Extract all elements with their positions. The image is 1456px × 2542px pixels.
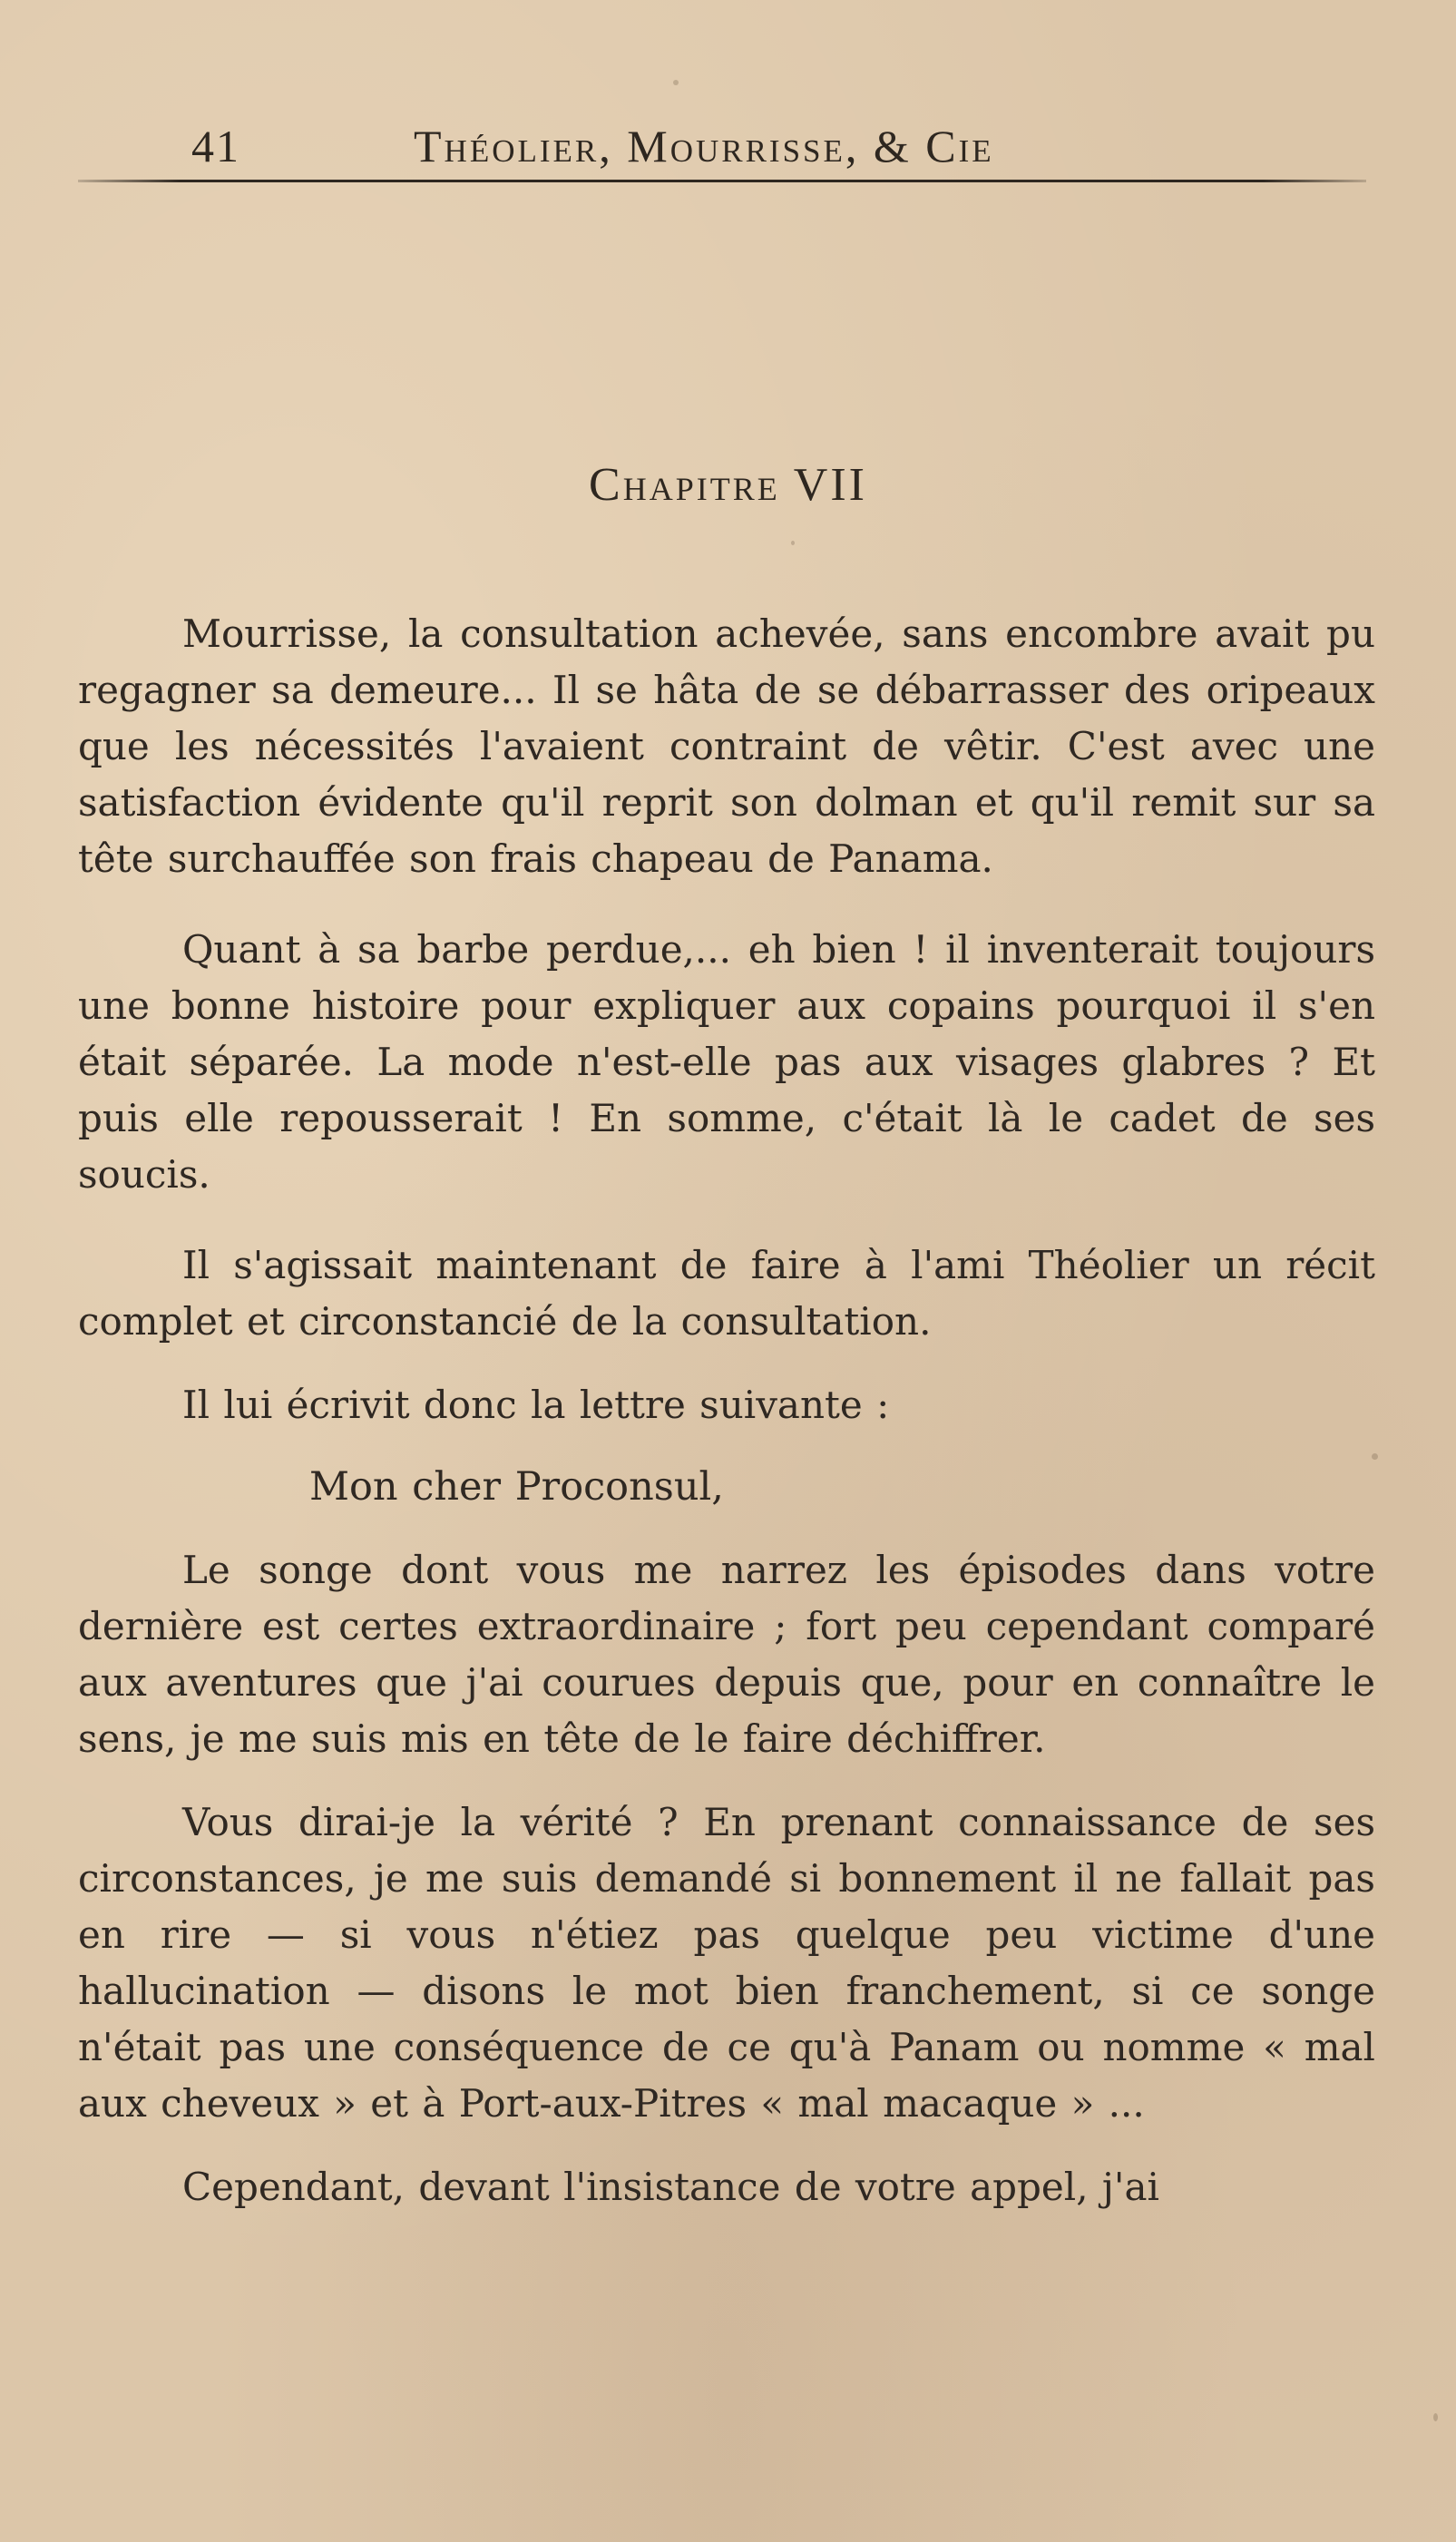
paragraph: Il lui écrivit donc la lettre suivante : <box>182 1383 890 1427</box>
running-header <box>78 116 1366 189</box>
paper-speck <box>791 541 795 545</box>
paragraph: Il s'agissait maintenant de faire à l'ami Théolier un récit complet et circonstancié de la consultation. <box>78 1243 1375 1344</box>
letter-salutation: Mon cher Proconsul, <box>309 1464 724 1510</box>
page-number: 41 <box>191 121 240 171</box>
header-rule <box>78 180 1366 182</box>
paragraph: Cependant, devant l'insistance de votre appel, j'ai <box>182 2165 1159 2209</box>
paragraph: Vous dirai-je la vérité ? En prenant connaissance de ses circonstances, je me suis demandé si bonnement il ne fallait pas en rire — si vous n'étiez pas quelque peu victime d'une hallucination — disons le mot bien franchement, si ce songe n'était pas une conséquence de ce qu'à Panam ou nomme « mal aux cheveux » et à Port-aux-Pitres « mal macaque » ... <box>78 1800 1375 2126</box>
paragraph: Quant à sa barbe perdue,... eh bien ! il inventerait toujours une bonne histoire pour expliquer aux copains pourquoi il s'en était séparée. La mode n'est-elle pas aux visages glabres ? Et puis elle repousserait ! En somme, c'était là le cadet de ses soucis. <box>78 927 1375 1197</box>
paper-speck <box>1433 2413 1438 2421</box>
paper-speck <box>673 80 679 85</box>
body-text <box>78 606 1375 2215</box>
running-title: Théolier, Mourrisse, & Cie <box>414 121 994 171</box>
paragraph: Mourrisse, la consultation achevée, sans encombre avait pu regagner sa demeure... Il se hâta de se débarrasser des oripeaux que les nécessités l'avaient contraint de vêtir. C'est avec une satisfaction évidente qu'il reprit son dolman et qu'il remit sur sa tête surchauffée son frais chapeau de Panama. <box>78 611 1375 881</box>
chapter-heading: Chapitre VII <box>589 459 867 511</box>
paragraph: Le songe dont vous me narrez les épisodes dans votre dernière est certes extraordinaire ; fort peu cependant comparé aux aventures que j'ai courues depuis que, pour en connaître le sens, je me suis mis en tête de le faire déchiffrer. <box>78 1548 1375 1761</box>
paper-speck <box>1372 1453 1378 1460</box>
